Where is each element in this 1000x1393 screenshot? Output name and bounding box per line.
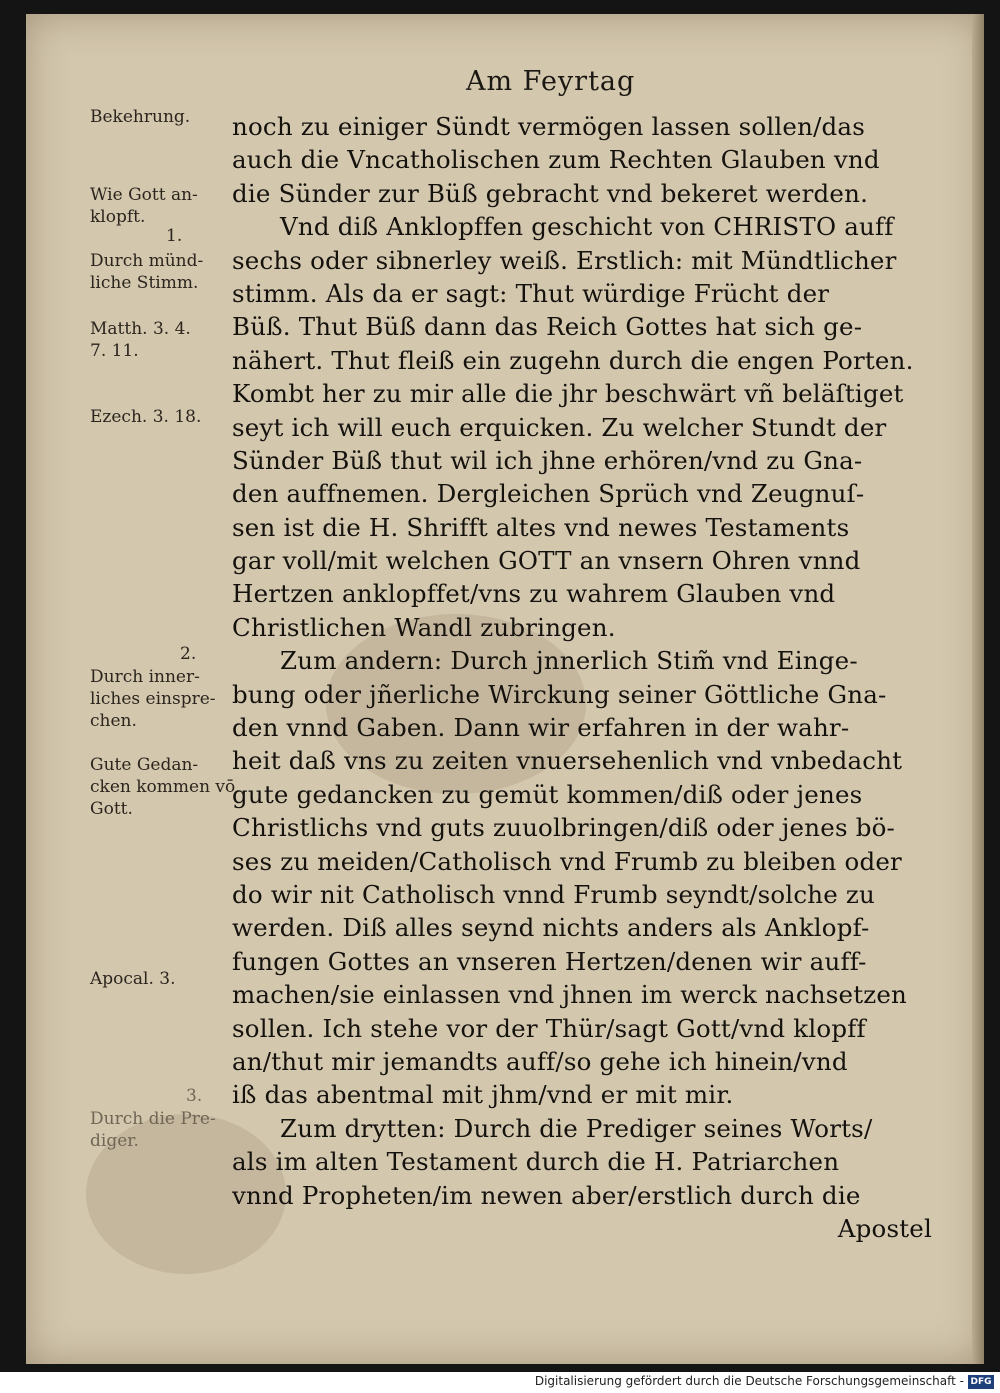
catchword: Apostel xyxy=(837,1213,932,1243)
text-line: gar voll/mit welchen GOTT an vnsern Ohren vnnd xyxy=(232,546,861,576)
text-line: Zum andern: Durch jnnerlich Stim̃ vnd Einge- xyxy=(280,646,858,676)
text-line: Vnd diß Anklopffen geschicht von CHRISTO auff xyxy=(280,212,894,242)
text-line: iß das abentmal mit jhm/vnd er mit mir. xyxy=(232,1080,734,1110)
text-line: ses zu meiden/Catholisch vnd Frumb zu bleiben oder xyxy=(232,846,902,876)
text-line: Hertzen anklopffet/vns zu wahrem Glauben vnd xyxy=(232,579,836,609)
text-line: Büß. Thut Büß dann das Reich Gottes hat sich ge- xyxy=(232,312,863,342)
section-number: 3. xyxy=(186,1086,203,1106)
section-number: 2. xyxy=(180,644,197,664)
body-text xyxy=(232,110,932,1245)
marginal-note: Durch inner- liches einspre- chen. xyxy=(90,667,216,731)
digitization-footer xyxy=(0,1372,1000,1393)
text-line: werden. Diß alles seynd nichts anders als Anklopf- xyxy=(232,913,870,943)
text-line: Sünder Büß thut wil ich jhne erhören/vnd zu Gna- xyxy=(232,445,863,475)
marginal-note: Bekehrung. xyxy=(90,107,191,127)
text-line: bung oder jñerliche Wirckung seiner Göttliche Gna- xyxy=(232,679,887,709)
text-line: machen/sie einlassen vnd jhnen im werck nachsetzen xyxy=(232,980,908,1010)
text-line: sen ist die H. Shrifft altes vnd newes Testaments xyxy=(232,512,850,542)
text-line: sollen. Ich stehe vor der Thür/sagt Gott/vnd klopff xyxy=(232,1013,866,1043)
text-line: Kombt her zu mir alle die jhr beschwärt vñ beläſtiget xyxy=(232,379,904,409)
marginal-note: Durch die Pre- diger. xyxy=(90,1109,216,1151)
marginal-note: Matth. 3. 4. 7. 11. xyxy=(90,319,191,361)
text-line: auch die Vncatholischen zum Rechten Glauben vnd xyxy=(232,145,880,175)
marginal-note: Durch münd- liche Stimm. xyxy=(90,251,204,293)
marginal-note: Ezech. 3. 18. xyxy=(90,407,202,427)
text-line: stimm. Als da er sagt: Thut würdige Frücht der xyxy=(232,278,830,308)
section-number: 1. xyxy=(166,226,183,246)
text-line: seyt ich will euch erquicken. Zu welcher Stundt der xyxy=(232,412,887,442)
dfg-logo: DFG xyxy=(968,1375,994,1389)
text-line: an/thut mir jemandts auff/so gehe ich hinein/vnd xyxy=(232,1046,848,1076)
page-edge xyxy=(972,14,984,1364)
marginal-note: Gute Gedan- cken kommen vō Gott. xyxy=(90,755,236,819)
text-line: die Sünder zur Büß gebracht vnd bekeret werden. xyxy=(232,178,869,208)
text-line: do wir nit Catholisch vnnd Frumb seyndt/solche zu xyxy=(232,879,876,909)
text-line: vnnd Propheten/im newen aber/erstlich durch die xyxy=(232,1180,861,1210)
text-line: Christlichs vnd guts zuuolbringen/diß oder jenes bö- xyxy=(232,813,896,843)
text-line: fungen Gottes an vnseren Hertzen/denen wir auff- xyxy=(232,946,867,976)
text-line: sechs oder sibnerley weiß. Erstlich: mit Mündtlicher xyxy=(232,245,897,275)
marginal-note: Wie Gott an- klopft. xyxy=(90,185,198,227)
text-line: Zum drytten: Durch die Prediger seines Worts/ xyxy=(280,1113,873,1143)
text-line: Christlichen Wandl zubringen. xyxy=(232,612,616,642)
text-line: nähert. Thut fleiß ein zugehn durch die engen Porten. xyxy=(232,345,914,375)
text-line: den vnnd Gaben. Dann wir erfahren in der wahr- xyxy=(232,713,850,743)
text-line: den auffnemen. Dergleichen Sprüch vnd Zeugnuſ- xyxy=(232,479,865,509)
marginal-note: Apocal. 3. xyxy=(90,969,176,989)
book-page xyxy=(26,14,984,1364)
footer-credit: Digitalisierung gefördert durch die Deutsche Forschungsgemeinschaft - xyxy=(534,1374,964,1388)
text-line: noch zu einiger Sündt vermögen lassen sollen/das xyxy=(232,112,866,141)
text-line: heit daß vns zu zeiten vnuersehenlich vnd vnbedacht xyxy=(232,746,903,776)
text-line: gute gedancken zu gemüt kommen/diß oder jenes xyxy=(232,779,863,809)
text-line: als im alten Testament durch die H. Patriarchen xyxy=(232,1147,840,1177)
running-head: Am Feyrtag xyxy=(466,66,636,97)
